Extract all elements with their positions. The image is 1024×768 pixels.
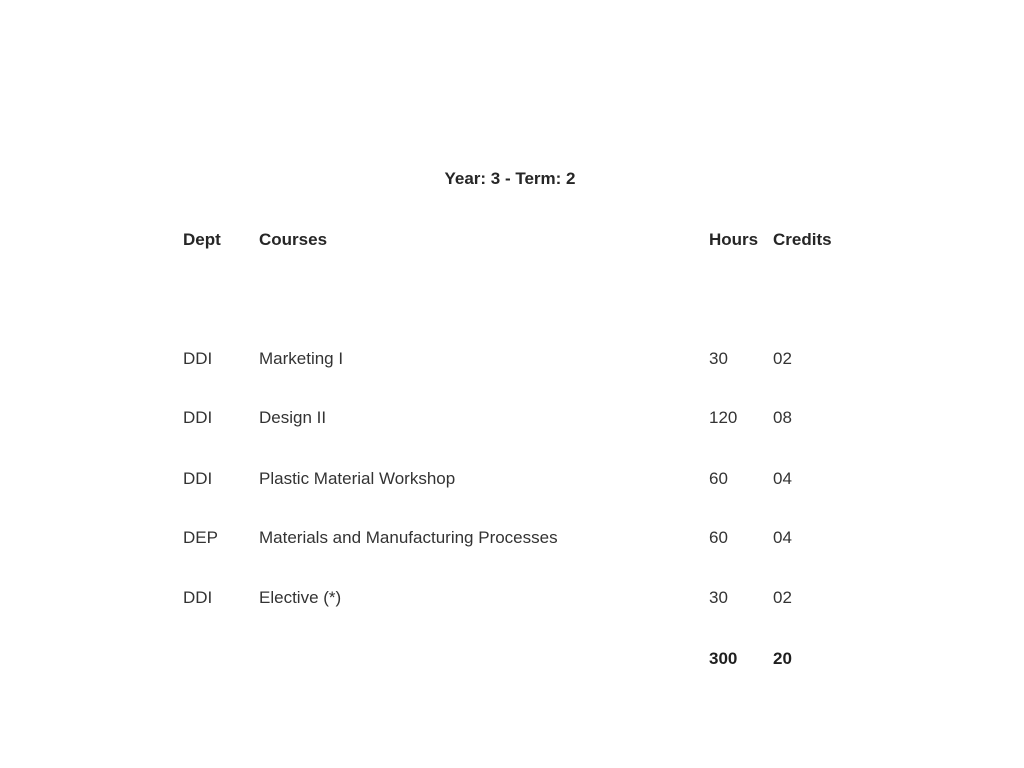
total-hours: 300: [709, 649, 738, 668]
header-dept: Dept: [183, 230, 221, 249]
row-credits: 04: [773, 528, 792, 547]
page-title: Year: 3 - Term: 2: [444, 169, 576, 188]
row-hours: 30: [709, 588, 728, 607]
row-dept: DEP: [183, 528, 218, 547]
row-dept: DDI: [183, 588, 213, 607]
row-course: Materials and Manufacturing Processes: [259, 528, 558, 547]
header-credits: Credits: [773, 230, 832, 249]
row-dept: DDI: [183, 349, 213, 368]
row-course: Elective (*): [259, 588, 342, 607]
row-course: Marketing I: [259, 349, 344, 368]
row-course: Plastic Material Workshop: [259, 469, 456, 488]
header-hours: Hours: [709, 230, 759, 249]
row-dept: DDI: [183, 469, 213, 488]
header-courses: Courses: [259, 230, 328, 249]
row-course: Design II: [259, 408, 327, 427]
row-hours: 30: [709, 349, 728, 368]
row-dept: DDI: [183, 408, 213, 427]
row-hours: 60: [709, 528, 728, 547]
row-credits: 02: [773, 349, 792, 368]
row-credits: 02: [773, 588, 792, 607]
row-hours: 120: [709, 408, 738, 427]
row-hours: 60: [709, 469, 728, 488]
total-credits: 20: [773, 649, 792, 668]
row-credits: 08: [773, 408, 792, 427]
row-credits: 04: [773, 469, 792, 488]
